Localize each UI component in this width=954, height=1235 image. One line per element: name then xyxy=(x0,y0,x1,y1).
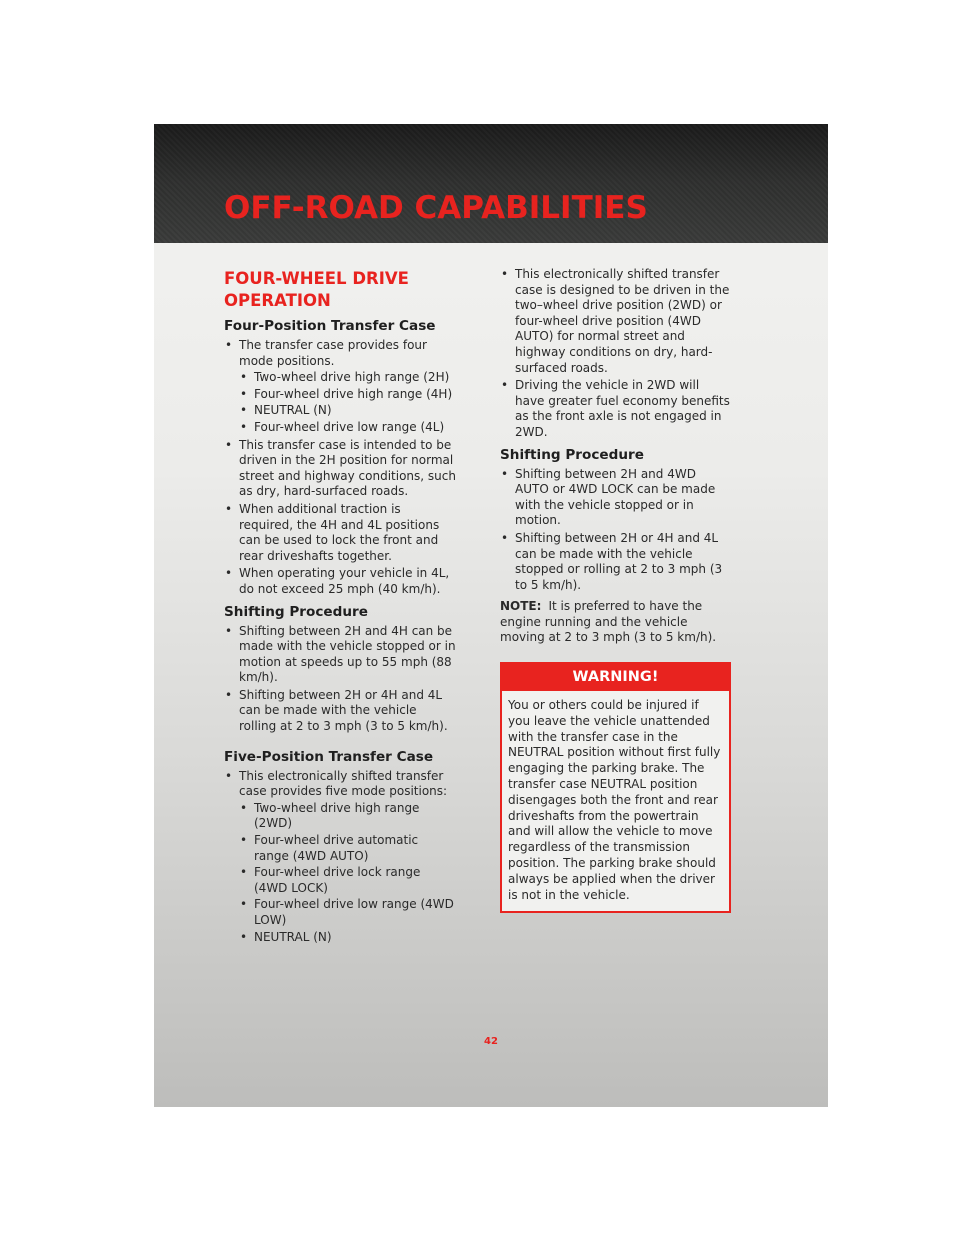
note-label: NOTE: xyxy=(500,599,542,614)
list-item xyxy=(224,338,456,436)
page-title: OFF-ROAD CAPABILITIES xyxy=(224,190,648,226)
left-column xyxy=(224,268,456,951)
list-item: • Four-wheel drive low range (4L) xyxy=(239,420,456,436)
list-item: • This electronically shifted transfer case is designed to be driven in the two–wheel drive position (2WD) or four-wheel drive position (4WD AUTO) for normal street and highway conditions on dry, hard-surfaced roads. xyxy=(500,267,732,376)
manual-page xyxy=(154,124,828,1107)
warning-box xyxy=(500,662,731,913)
warning-title: WARNING! xyxy=(502,664,729,691)
list-item: • NEUTRAL (N) xyxy=(239,403,456,419)
right-column xyxy=(500,267,732,913)
list-item: • Four-wheel drive high range (4H) xyxy=(239,387,456,403)
shifting-procedure-heading-2: Shifting Procedure xyxy=(500,446,644,463)
four-position-modes xyxy=(239,370,456,435)
list-item: • Four-wheel drive automatic range (4WD AUTO) xyxy=(239,833,456,864)
section-title-line-1: FOUR-WHEEL DRIVE xyxy=(224,269,409,288)
five-position-modes xyxy=(239,801,456,945)
five-position-list xyxy=(224,769,456,946)
shifting-procedure-list xyxy=(224,624,456,735)
list-item: • Driving the vehicle in 2WD will have greater fuel economy benefits as the front axle is not engaged in 2WD. xyxy=(500,378,732,440)
note-text: It is preferred to have the engine running and the vehicle moving at 2 to 3 mph (3 to 5 km/h). xyxy=(500,599,717,645)
list-item: • When operating your vehicle in 4L, do not exceed 25 mph (40 km/h). xyxy=(224,566,456,597)
four-position-heading: Four-Position Transfer Case xyxy=(224,318,436,334)
list-item: • Two-wheel drive high range (2H) xyxy=(239,370,456,386)
shifting-procedure-heading: Shifting Procedure xyxy=(224,603,368,620)
bullet-text: The transfer case provides four mode positions. xyxy=(239,338,427,368)
four-position-list xyxy=(224,338,456,598)
list-item: • When additional traction is required, the 4H and 4L positions can be used to lock the front and rear driveshafts together. xyxy=(224,502,456,564)
list-item: • Four-wheel drive lock range (4WD LOCK) xyxy=(239,865,456,896)
list-item: • Shifting between 2H and 4H can be made with the vehicle stopped or in motion at speeds up to 55 mph (88 km/h). xyxy=(224,624,456,686)
list-item: • Shifting between 2H and 4WD AUTO or 4WD LOCK can be made with the vehicle stopped or in motion. xyxy=(500,467,732,529)
list-item xyxy=(224,769,456,946)
warning-text: You or others could be injured if you leave the vehicle unattended with the transfer case in the NEUTRAL position without first fully engaging the parking brake. The transfer case NEUTRAL position disengages both the front and rear driveshafts from the powertrain and will allow the vehicle to move regardless of the transmission position. The parking brake should always be applied when the driver is not in the vehicle. xyxy=(508,698,721,902)
list-item: • Four-wheel drive low range (4WD LOW) xyxy=(239,897,456,928)
section-title xyxy=(224,268,456,312)
list-item: • Shifting between 2H or 4H and 4L can be made with the vehicle stopped or rolling at 2 to 3 mph (3 to 5 km/h). xyxy=(500,531,732,593)
list-item: • NEUTRAL (N) xyxy=(239,930,456,946)
list-item: • This transfer case is intended to be driven in the 2H position for normal street and highway conditions, such as dry, hard-surfaced roads. xyxy=(224,438,456,500)
note-paragraph xyxy=(500,599,732,646)
section-title-line-2: OPERATION xyxy=(224,291,331,310)
list-item: • Shifting between 2H or 4H and 4L can be made with the vehicle rolling at 2 to 3 mph (3 to 5 km/h). xyxy=(224,688,456,735)
list-item: • Two-wheel drive high range (2WD) xyxy=(239,801,456,832)
transfer-case-notes-list xyxy=(500,267,732,441)
bullet-text: This electronically shifted transfer case provides five mode positions: xyxy=(239,768,448,799)
shifting-procedure-list-2 xyxy=(500,467,732,594)
page-number: 42 xyxy=(484,1036,498,1047)
five-position-heading: Five-Position Transfer Case xyxy=(224,748,434,765)
header-banner xyxy=(154,124,828,243)
